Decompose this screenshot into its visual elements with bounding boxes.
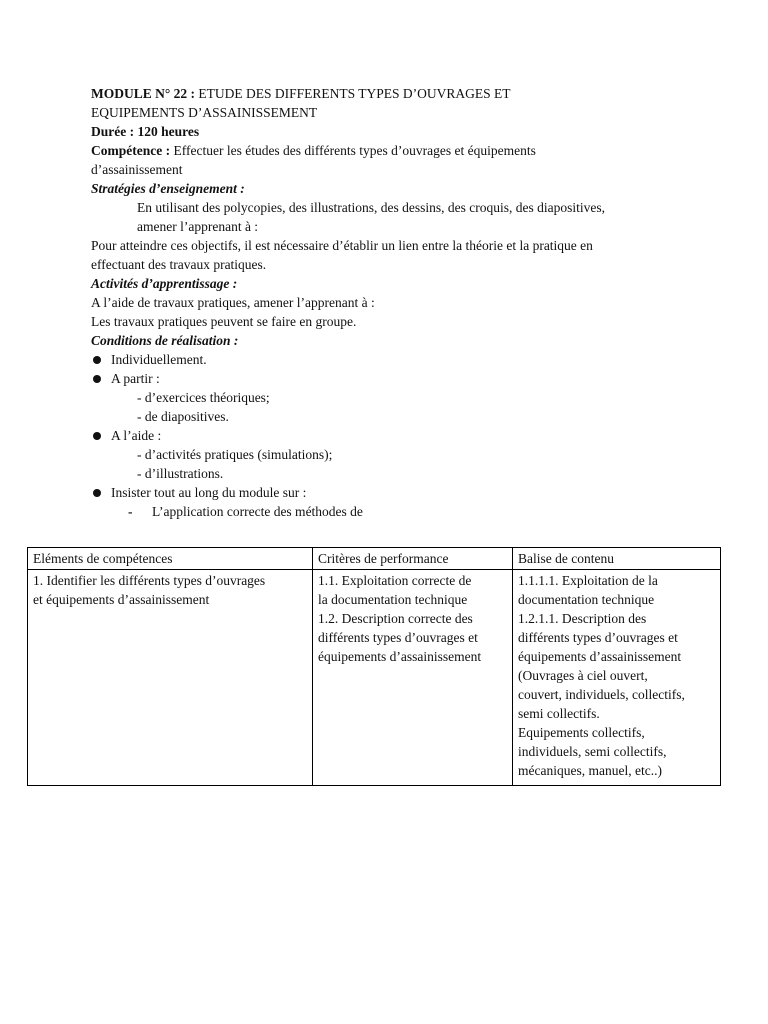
cell-line: 1.2.1.1. Description des [518,611,647,626]
competence-text-continued: d’assainissement [91,162,183,177]
competence-text: Effectuer les études des différents types d’ouvrages et équipements [173,143,536,158]
bullet-icon [93,432,101,440]
strategies-text-2: amener l’apprenant à : [137,219,259,234]
activites-text-2: Les travaux pratiques peuvent se faire en groupe. [91,314,357,329]
document-body [91,84,691,521]
table-header-cell: Critères de performance [313,548,513,570]
bullet-text: Individuellement. [111,352,207,367]
bullet-item [91,350,691,369]
cell-line: la documentation technique [318,592,468,607]
bullet-item [91,426,691,445]
cell-line: différents types d’ouvrages et [318,630,478,645]
table-header-cell: Eléments de compétences [28,548,313,570]
cell-line: couvert, individuels, collectifs, [518,687,685,702]
cell-line: et équipements d’assainissement [33,592,210,607]
bullet-item [91,369,691,388]
duree-line [91,122,691,141]
sub-item: - de diapositives. [137,409,229,424]
duree-value: 120 heures [137,124,200,139]
sub-item: - d’illustrations. [137,466,224,481]
cell-line: (Ouvrages à ciel ouvert, [518,668,648,683]
cell-line: 1.1. Exploitation correcte de [318,573,472,588]
strategies-heading: Stratégies d’enseignement : [91,181,245,196]
balise-cell [513,570,721,786]
duree-label: Durée : [91,124,135,139]
cell-line: individuels, semi collectifs, [518,744,667,759]
activites-heading: Activités d’apprentissage : [91,276,238,291]
module-label: MODULE N° 22 : [91,86,196,101]
objectifs-paragraph-2: effectuant des travaux pratiques. [91,257,267,272]
objectifs-paragraph-1: Pour atteindre ces objectifs, il est nécessaire d’établir un lien entre la théorie et la pratique en [91,238,593,253]
dash-marker: - [128,504,133,519]
elements-cell [28,570,313,786]
module-title: ETUDE DES DIFFERENTS TYPES D’OUVRAGES ET [198,86,511,101]
table-header-cell: Balise de contenu [513,548,721,570]
module-title-line [91,84,691,103]
table-header-row [28,548,721,570]
activites-text-1: A l’aide de travaux pratiques, amener l’apprenant à : [91,295,375,310]
cell-line: mécaniques, manuel, etc..) [518,763,662,778]
dash-text: L’application correcte des méthodes de [152,504,363,519]
criteres-cell [313,570,513,786]
module-title-continued: EQUIPEMENTS D’ASSAINISSEMENT [91,105,318,120]
conditions-heading: Conditions de réalisation : [91,333,239,348]
cell-line: semi collectifs. [518,706,600,721]
bullet-icon [93,375,101,383]
dash-item [91,502,691,521]
table-row [28,570,721,786]
competence-table [27,547,721,786]
bullet-text: Insister tout au long du module sur : [111,485,307,500]
cell-line: équipements d’assainissement [318,649,482,664]
cell-line: équipements d’assainissement [518,649,682,664]
bullet-icon [93,489,101,497]
strategies-text-1: En utilisant des polycopies, des illustrations, des dessins, des croquis, des diapositives, [137,200,605,215]
cell-line: documentation technique [518,592,655,607]
competence-label: Compétence : [91,143,171,158]
competence-line [91,141,691,160]
cell-line: 1. Identifier les différents types d’ouvrages [33,573,266,588]
bullet-text: A partir : [111,371,160,386]
sub-item: - d’exercices théoriques; [137,390,270,405]
bullet-text: A l’aide : [111,428,162,443]
bullet-icon [93,356,101,364]
cell-line: 1.1.1.1. Exploitation de la [518,573,658,588]
cell-line: différents types d’ouvrages et [518,630,678,645]
cell-line: 1.2. Description correcte des [318,611,473,626]
bullet-item [91,483,691,502]
sub-item: - d’activités pratiques (simulations); [137,447,333,462]
cell-line: Equipements collectifs, [518,725,645,740]
